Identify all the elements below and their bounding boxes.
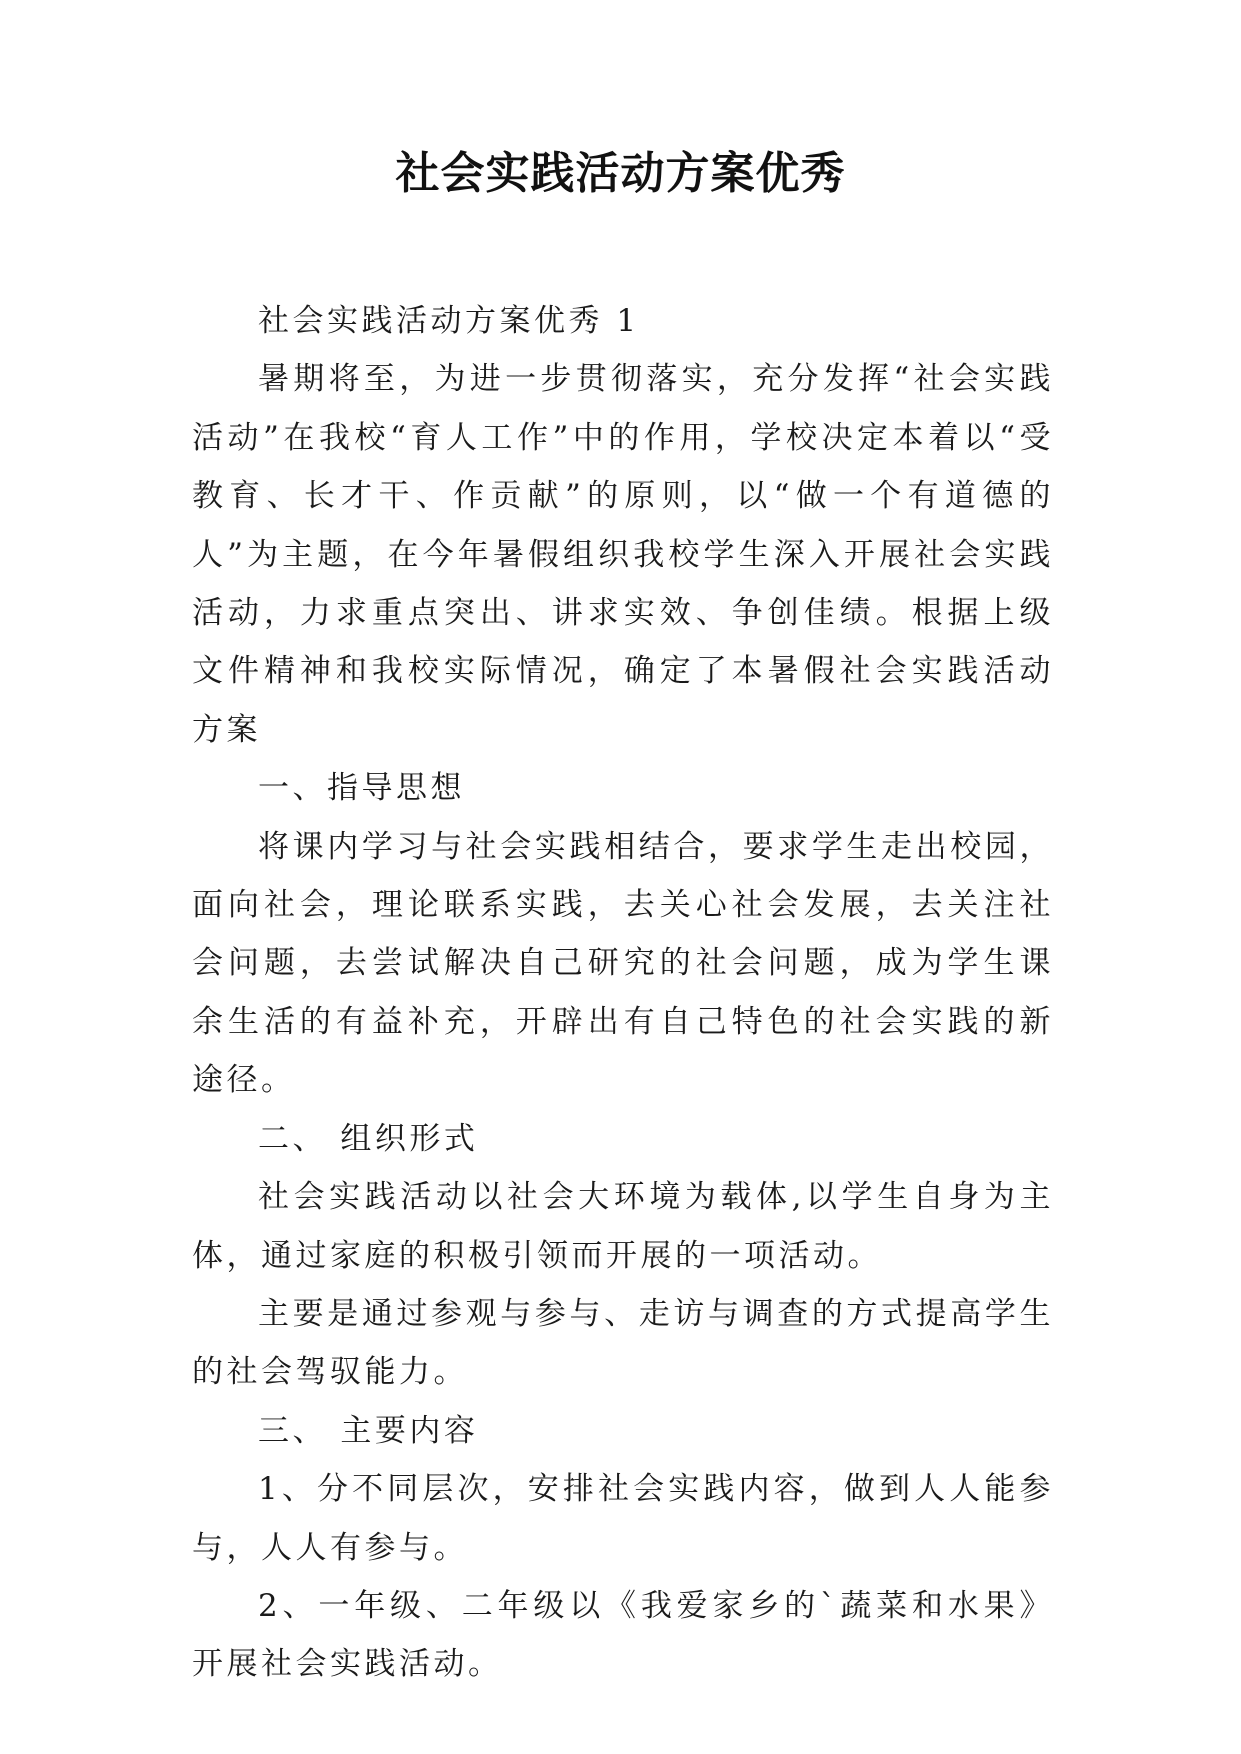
section-heading: 二、 组织形式 — [258, 1120, 479, 1157]
document-title: 社会实践活动方案优秀 — [395, 148, 846, 199]
document-body — [192, 292, 1054, 1694]
paragraph: 暑期将至，为进一步贯彻落实，充分发挥“社会实践活动”在我校“育人工作”中的作用，学校决定本着以“受教育、长才干、作贡献”的原则，以“做一个有道德的人”为主题，在今年暑假组织我校学生深入开展社会实践活动，力求重点突出、讲求实效、争创佳绩。根据上级文件精神和我校实际情况，确定了本暑假社会实践活动方案 — [192, 361, 1054, 748]
list-item: 2、一年级、二年级以《我爱家乡的`蔬菜和水果》开展社会实践活动。 — [192, 1587, 1054, 1683]
paragraph: 将课内学习与社会实践相结合，要求学生走出校园，面向社会，理论联系实践，去关心社会发展，去关注社会问题，去尝试解决自己研究的社会问题，成为学生课余生活的有益补充，开辟出有自己特色的社会实践的新途径。 — [192, 828, 1054, 1099]
section-heading: 社会实践活动方案优秀 1 — [258, 303, 640, 339]
section-heading: 一、指导思想 — [258, 770, 465, 807]
paragraph: 社会实践活动以社会大环境为载体,以学生自身为主体，通过家庭的积极引领而开展的一项活动。 — [192, 1179, 1054, 1274]
paragraph: 主要是通过参观与参与、走访与调查的方式提高学生的社会驾驭能力。 — [192, 1295, 1054, 1391]
section-heading: 三、 主要内容 — [258, 1412, 479, 1449]
list-item: 1、分不同层次，安排社会实践内容，做到人人能参与，人人有参与。 — [192, 1471, 1054, 1566]
